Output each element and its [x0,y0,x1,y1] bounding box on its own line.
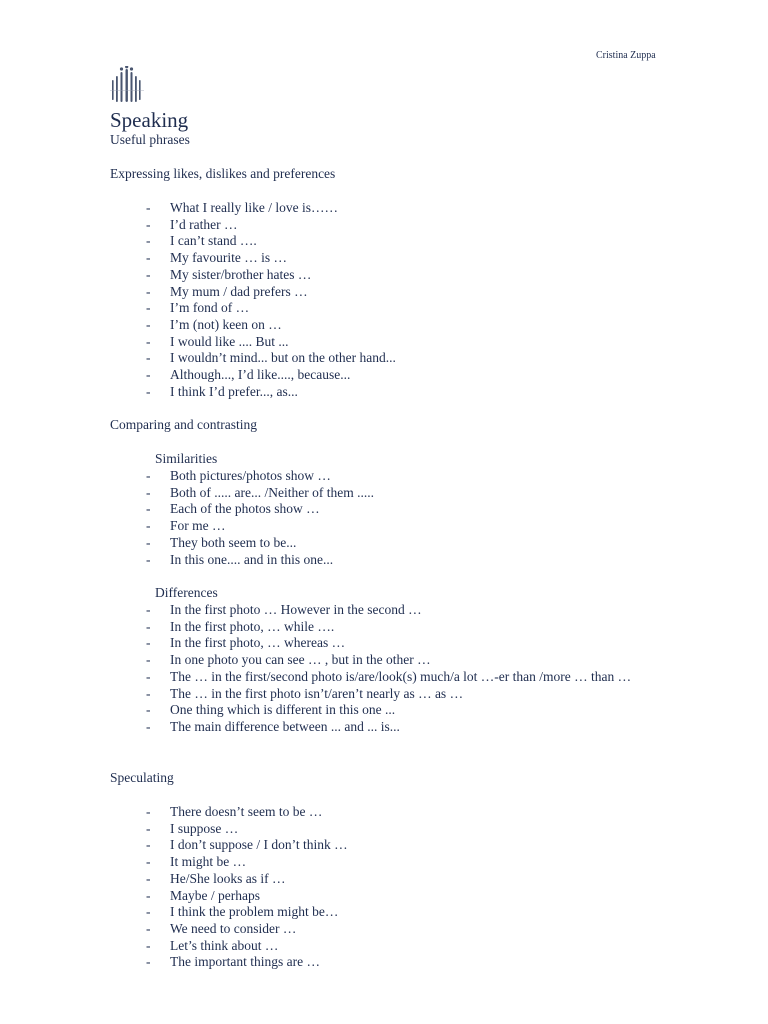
likes-list [0,200,768,400]
bullet-dash: - [146,870,151,886]
bullet-dash: - [146,501,151,517]
list-item-text: In this one.... and in this one... [170,551,334,567]
similarities-heading: Similarities [155,451,218,466]
list-item [0,871,660,888]
bullet-dash: - [146,685,151,701]
bullet-dash: - [146,551,151,567]
list-item [0,888,660,905]
list-item [0,938,660,955]
bullet-dash: - [146,283,151,299]
list-item-text: We need to consider … [170,920,297,936]
list-item-text: For me … [170,518,226,534]
comparing-heading: Comparing and contrasting [110,417,257,432]
list-item [0,334,660,351]
bullet-dash: - [146,534,151,550]
list-item [0,267,660,284]
list-item-text: Although..., I’d like...., because... [170,367,351,383]
list-item-text: I would like .... But ... [170,333,289,349]
bullet-dash: - [146,216,151,232]
list-item-text: In one photo you can see … , but in the other … [170,652,431,668]
list-item-text: Each of the photos show … [170,501,320,517]
bullet-dash: - [146,484,151,500]
bullet-dash: - [146,468,151,483]
list-item-text: I don’t suppose / I don’t think … [170,837,348,853]
list-item-text: Let’s think about … [170,937,279,953]
list-item [0,468,660,485]
bullet-dash: - [146,316,151,332]
bullet-dash: - [146,702,151,718]
list-item [0,652,660,669]
bullet-dash: - [146,718,151,734]
list-item-text: The … in the first photo isn’t/aren’t nearly as … as … [170,685,464,701]
list-item [0,635,660,652]
list-item [0,702,660,719]
list-item-text: Both of ..... are... /Neither of them ..... [170,484,374,500]
bullet-dash: - [146,904,151,920]
list-item [0,686,660,703]
bullet-dash: - [146,250,151,266]
bullet-dash: - [146,200,151,215]
list-item [0,217,660,234]
list-item [0,501,660,518]
bullet-dash: - [146,518,151,534]
bullet-dash: - [146,266,151,282]
list-item-text: My mum / dad prefers … [170,283,308,299]
list-item [0,535,660,552]
list-item-text: My sister/brother hates … [170,266,312,282]
list-item-text: Maybe / perhaps [170,887,260,903]
list-item-text: Both pictures/photos show … [170,468,331,483]
list-item [0,367,660,384]
list-item-text: In the first photo, … while …. [170,618,335,634]
list-item [0,552,660,569]
speculating-list [0,804,768,971]
bullet-dash: - [146,383,151,399]
list-item-text: I think the problem might be… [170,904,339,920]
stylized-figures-logo-icon [110,66,144,106]
list-item-text: One thing which is different in this one ... [170,702,396,718]
list-item-text: I wouldn’t mind... but on the other hand... [170,350,396,366]
list-item [0,233,660,250]
list-item-text: What I really like / love is…… [170,200,338,215]
bullet-dash: - [146,602,151,617]
list-item [0,250,660,267]
list-item-text: In the first photo, … whereas … [170,635,346,651]
bullet-dash: - [146,350,151,366]
list-item-text: In the first photo … However in the second … [170,602,422,617]
list-item [0,350,660,367]
list-item-text: It might be … [170,854,247,870]
list-item [0,384,660,401]
list-item [0,284,660,301]
page-title: Speaking [110,108,189,132]
list-item-text: They both seem to be... [170,534,297,550]
bullet-dash: - [146,618,151,634]
bullet-dash: - [146,668,151,684]
list-item [0,518,660,535]
list-item-text: The main difference between ... and ... is... [170,718,400,734]
differences-list [0,602,768,736]
speculating-heading: Speculating [110,770,174,785]
list-item-text: I suppose … [170,820,239,836]
list-item-text: I’m (not) keen on … [170,316,282,332]
list-item-text: I can’t stand …. [170,233,257,249]
bullet-dash: - [146,333,151,349]
similarities-list [0,468,768,568]
page-subtitle: Useful phrases [110,132,190,147]
bullet-dash: - [146,837,151,853]
list-item-text: I’d rather … [170,216,238,232]
list-item [0,300,660,317]
author-name: Cristina Zuppa [596,50,656,61]
list-item [0,854,660,871]
list-item [0,317,660,334]
bullet-dash: - [146,804,151,819]
bullet-dash: - [146,954,151,970]
bullet-dash: - [146,937,151,953]
list-item-text: The … in the first/second photo is/are/look(s) much/a lot …-er than /more … than … [170,668,632,684]
bullet-dash: - [146,920,151,936]
bullet-dash: - [146,300,151,316]
list-item-text: I’m fond of … [170,300,250,316]
list-item [0,200,660,217]
list-item [0,804,660,821]
list-item [0,837,660,854]
list-item-text: There doesn’t seem to be … [170,804,323,819]
list-item-text: The important things are … [170,954,320,970]
list-item [0,485,660,502]
bullet-dash: - [146,887,151,903]
list-item [0,669,660,686]
likes-heading: Expressing likes, dislikes and preferences [110,166,336,181]
list-item-text: I think I’d prefer..., as... [170,383,298,399]
list-item-text: My favourite … is … [170,250,287,266]
bullet-dash: - [146,854,151,870]
list-item [0,954,660,971]
list-item [0,921,660,938]
bullet-dash: - [146,635,151,651]
list-item [0,904,660,921]
list-item-text: He/She looks as if … [170,870,286,886]
bullet-dash: - [146,367,151,383]
list-item [0,619,660,636]
list-item [0,821,660,838]
bullet-dash: - [146,820,151,836]
list-item [0,602,660,619]
bullet-dash: - [146,233,151,249]
differences-heading: Differences [155,585,218,600]
list-item [0,719,660,736]
bullet-dash: - [146,652,151,668]
